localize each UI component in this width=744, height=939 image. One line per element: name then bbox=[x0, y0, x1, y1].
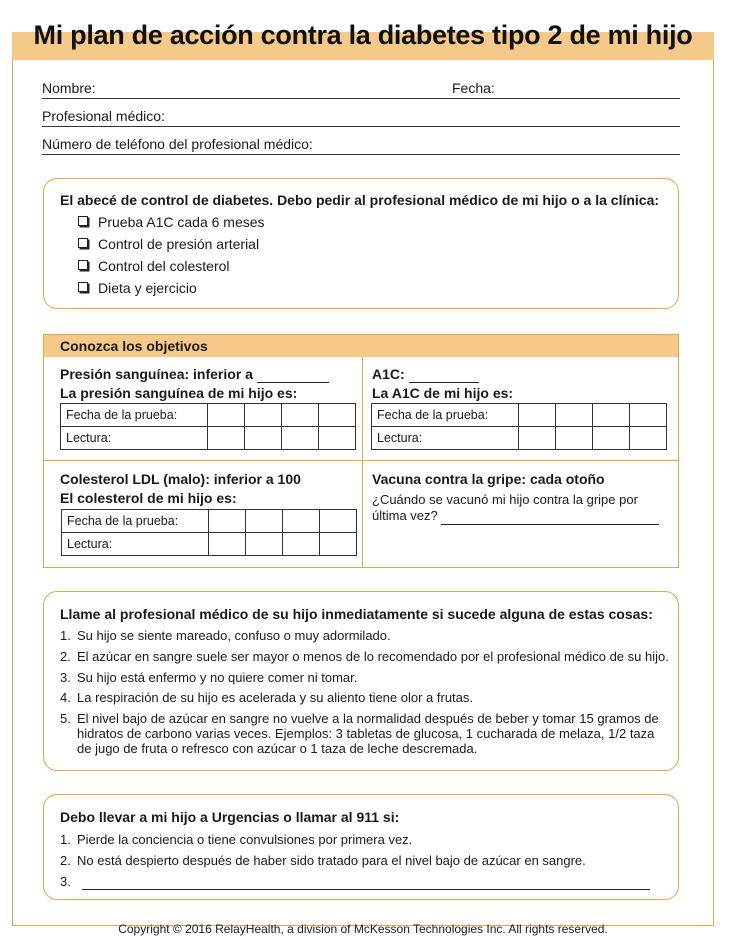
bp-table bbox=[60, 403, 356, 450]
ldl-table bbox=[61, 509, 357, 556]
ldl-title: Colesterol LDL (malo): inferior a 100 bbox=[60, 471, 301, 487]
table-cell[interactable] bbox=[319, 404, 356, 427]
call-heading: Llame al profesional médico de su hijo inmediatamente si sucede alguna de estas cosas: bbox=[60, 606, 653, 622]
a1c-title: A1C: bbox=[372, 366, 479, 383]
ldl-reading-label: Lectura: bbox=[62, 533, 209, 556]
table-cell[interactable] bbox=[209, 510, 246, 533]
table-cell[interactable] bbox=[320, 533, 357, 556]
bp-title: Presión sanguínea: inferior a bbox=[60, 366, 329, 383]
goals-box bbox=[43, 334, 679, 568]
goals-header: Conozca los objetivos bbox=[44, 335, 678, 357]
table-cell[interactable] bbox=[245, 404, 282, 427]
table-cell[interactable] bbox=[593, 404, 630, 427]
phone-line[interactable] bbox=[42, 134, 680, 155]
phone-label: Número de teléfono del profesional médico: bbox=[42, 136, 313, 152]
bp-target-blank[interactable] bbox=[257, 366, 329, 383]
call-provider-box: Llame al profesional médico de su hijo inmediatamente si sucede alguna de estas cosas: 1. Su hijo se siente mareado, confuso o muy adormilado. 2. El azúcar en sangre suele ser mayor o menos de lo recomendado por el profesional médico de su hijo. 3. Su hijo está enfermo y no quiere comer ni tomar. 4. La respiración de su hijo es acelerada y su aliento tiene olor a frutas. 5. El nivel bajo de azúcar en sangre no vuelve a la normalidad después de beber y tomar 15 gramos de hidratos de carbono varias veces. Ejemplos: 3 tabletas de glucosa, 1 cucharada de melaza, 1/2 taza de jugo de fruta o refresco con azúcar o 1 taza de leche descremada. bbox=[43, 591, 679, 771]
er-box: Debo llevar a mi hijo a Urgencias o llamar al 911 si: 1. Pierde la conciencia o tiene convulsiones por primera vez. 2. No está despierto después de haber sido tratado para el nivel bajo de azúcar en sangre. 3. bbox=[43, 794, 679, 900]
abc-box bbox=[43, 178, 679, 309]
flu-title: Vacuna contra la gripe: cada otoño bbox=[372, 471, 605, 487]
table-cell[interactable] bbox=[519, 427, 556, 450]
table-cell[interactable] bbox=[208, 427, 245, 450]
a1c-subtitle: La A1C de mi hijo es: bbox=[372, 385, 514, 401]
er-heading: Debo llevar a mi hijo a Urgencias o llamar al 911 si: bbox=[60, 809, 400, 825]
flu-question-line2: última vez? bbox=[372, 508, 659, 525]
a1c-date-label: Fecha de la prueba: bbox=[372, 404, 519, 427]
name-label: Nombre: bbox=[42, 80, 96, 96]
table-cell[interactable] bbox=[283, 510, 320, 533]
er-item3-blank[interactable] bbox=[82, 874, 650, 890]
checkbox-icon[interactable] bbox=[78, 282, 88, 292]
abc-item[interactable]: Control del colesterol bbox=[78, 258, 230, 274]
title-bar bbox=[12, 8, 714, 60]
checkbox-icon[interactable] bbox=[78, 238, 88, 248]
table-cell[interactable] bbox=[320, 510, 357, 533]
table-cell[interactable] bbox=[209, 533, 246, 556]
flu-question-line1: ¿Cuándo se vacunó mi hijo contra la gripe por bbox=[372, 492, 638, 507]
ldl-subtitle: El colesterol de mi hijo es: bbox=[60, 490, 237, 506]
checkbox-icon[interactable] bbox=[78, 216, 88, 226]
bp-date-label: Fecha de la prueba: bbox=[61, 404, 208, 427]
table-cell[interactable] bbox=[593, 427, 630, 450]
a1c-table bbox=[371, 403, 667, 450]
table-cell[interactable] bbox=[246, 533, 283, 556]
table-cell[interactable] bbox=[556, 404, 593, 427]
table-cell[interactable] bbox=[556, 427, 593, 450]
abc-item[interactable]: Control de presión arterial bbox=[78, 236, 259, 252]
divider bbox=[44, 460, 678, 461]
flu-date-blank[interactable] bbox=[441, 508, 659, 525]
divider bbox=[362, 357, 363, 567]
table-cell[interactable] bbox=[282, 427, 319, 450]
table-cell[interactable] bbox=[246, 510, 283, 533]
table-cell[interactable] bbox=[630, 427, 667, 450]
checkbox-icon[interactable] bbox=[78, 260, 88, 270]
page-title: Mi plan de acción contra la diabetes tipo 2 de mi hijo bbox=[33, 20, 693, 50]
copyright-footer: Copyright © 2016 RelayHealth, a division of McKesson Technologies Inc. All rights reserved. bbox=[118, 922, 608, 936]
table-cell[interactable] bbox=[245, 427, 282, 450]
name-date-line[interactable] bbox=[42, 78, 680, 99]
table-cell[interactable] bbox=[283, 533, 320, 556]
abc-heading: El abecé de control de diabetes. Debo pedir al profesional médico de mi hijo o a la clínica: bbox=[60, 192, 660, 208]
abc-item[interactable]: Prueba A1C cada 6 meses bbox=[78, 214, 265, 230]
abc-item[interactable]: Dieta y ejercicio bbox=[78, 280, 197, 296]
ldl-date-label: Fecha de la prueba: bbox=[62, 510, 209, 533]
a1c-reading-label: Lectura: bbox=[372, 427, 519, 450]
a1c-target-blank[interactable] bbox=[409, 366, 479, 383]
table-cell[interactable] bbox=[319, 427, 356, 450]
date-label: Fecha: bbox=[452, 80, 495, 96]
provider-line[interactable] bbox=[42, 106, 680, 127]
bp-subtitle: La presión sanguínea de mi hijo es: bbox=[60, 385, 298, 401]
bp-reading-label: Lectura: bbox=[61, 427, 208, 450]
table-cell[interactable] bbox=[282, 404, 319, 427]
table-cell[interactable] bbox=[519, 404, 556, 427]
provider-label: Profesional médico: bbox=[42, 108, 165, 124]
table-cell[interactable] bbox=[208, 404, 245, 427]
table-cell[interactable] bbox=[630, 404, 667, 427]
